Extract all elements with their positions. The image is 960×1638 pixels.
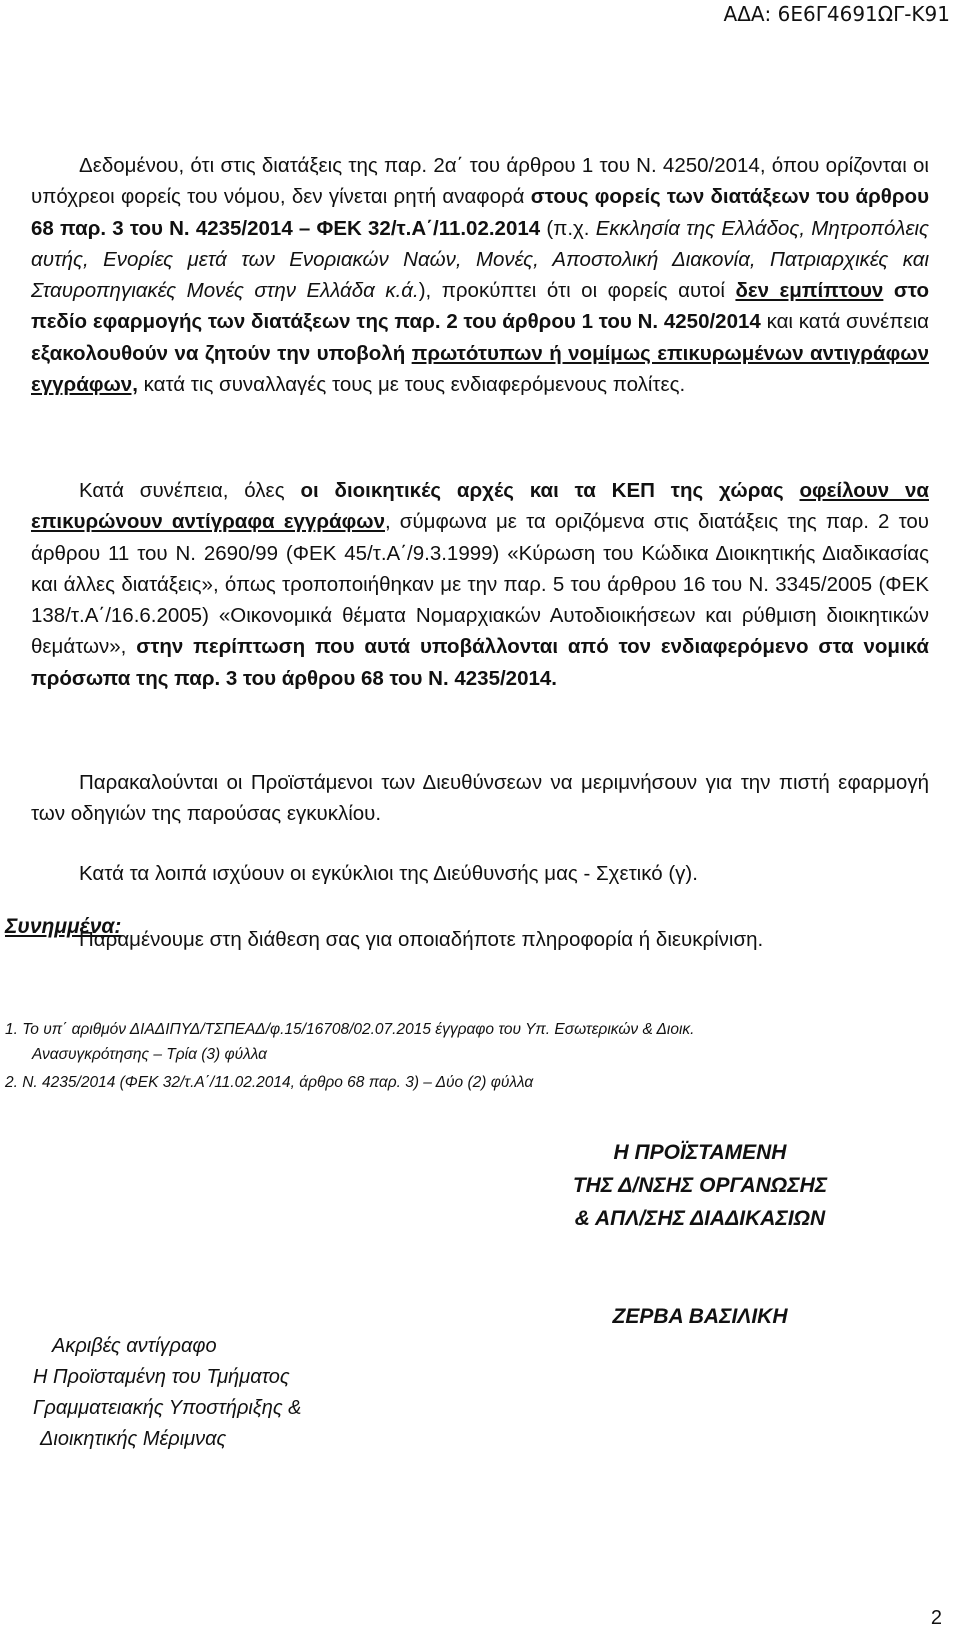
p1-text-5: κατά τις συναλλαγές τους με τους ενδιαφερόμενους πολίτες. bbox=[137, 373, 686, 397]
p2-text-1: Κατά συνέπεια, όλες bbox=[79, 479, 301, 502]
p2-bold-2: στην περίπτωση που αυτά υποβάλλονται από τον ενδιαφερόμενο στα νομικά πρόσωπα της παρ. 3 του άρθρου 68 του Ν. 4235/2014. bbox=[31, 635, 930, 690]
p2-bold-1: οι διοικητικές αρχές και τα ΚΕΠ της χώρας bbox=[300, 479, 800, 502]
attachments-title: Συνημμένα: bbox=[5, 915, 122, 938]
certified-copy-line-2: Η Προϊσταμένη του Τμήματος bbox=[33, 1366, 290, 1388]
p2-bold-underline: οφείλουν να επικυρώνουν αντίγραφα εγγράφων bbox=[31, 479, 929, 534]
p1-text-1: Δεδομένου, ότι στις διατάξεις της παρ. 2α΄ του άρθρου 1 του Ν. 4250/2014, όπου ορίζονται οι υπόχρεοι φορείς του νόμου, δεν γίνεται ρητή αναφορά bbox=[31, 154, 929, 209]
signature-title-2: ΤΗΣ Δ/ΝΣΗΣ ΟΡΓΑΝΩΣΗΣ bbox=[572, 1174, 828, 1197]
certified-copy-line-4: Διοικητικής Μέριμνας bbox=[40, 1428, 227, 1450]
p1-text-4: και κατά συνέπεια bbox=[760, 310, 929, 334]
paragraph-1 bbox=[31, 150, 929, 400]
p3-text: Παρακαλούνται οι Προϊστάμενοι των Διευθύνσεων να μεριμνήσουν για την πιστή εφαρμογή των οδηγιών της παρούσας εγκυκλίου. bbox=[31, 771, 929, 826]
p2-text-2: , σύμφωνα με τα οριζόμενα στις διατάξεις της παρ. 2 του άρθρου 11 του Ν. 2690/99 (ΦΕΚ 45/τ.Α΄/9.3.1999) «Κύρωση του Κώδικα Διοικητικής Διαδικασίας και άλλες διατάξεις», όπως τροποποιήθηκαν με την παρ. 5 του άρθρου 16 του Ν. 3345/2005 (ΦΕΚ 138/τ.Α΄/16.6.2005) «Οικονομικά θέματα Νομαρχιακών Αυτοδιοικήσεων και ρύθμιση διοικητικών θεμάτων», bbox=[31, 510, 929, 659]
page-number: 2 bbox=[930, 1607, 942, 1629]
attachment-2: 2. Ν. 4235/2014 (ΦΕΚ 32/τ.Α΄/11.02.2014, άρθρο 68 παρ. 3) – Δύο (2) φύλλα bbox=[5, 1074, 534, 1091]
paragraph-3 bbox=[31, 767, 929, 830]
paragraph-4: Κατά τα λοιπά ισχύουν οι εγκύκλιοι της Διεύθυνσής μας - Σχετικό (γ). bbox=[79, 862, 698, 885]
attachment-1-line-2: Ανασυγκρότησης – Τρία (3) φύλλα bbox=[32, 1046, 267, 1063]
p1-text-2: (π.χ. bbox=[540, 216, 596, 240]
certified-copy-line-3: Γραμματειακής Υποστήριξης & bbox=[33, 1397, 302, 1419]
p1-bold-3: εξακολουθούν να ζητούν την υποβολή bbox=[31, 341, 412, 365]
signature-name: ΖΕΡΒΑ ΒΑΣΙΛΙΚΗ bbox=[612, 1305, 788, 1328]
paragraph-5: Παραμένουμε στη διάθεση σας για οποιαδήποτε πληροφορία ή διευκρίνιση. bbox=[79, 928, 764, 951]
ada-code: ΑΔΑ: 6Ε6Γ4691ΩΓ-Κ91 bbox=[723, 2, 950, 26]
p1-bold-underline: δεν εμπίπτουν bbox=[735, 279, 884, 303]
attachment-1-line-1: 1. Το υπ΄ αριθμόν ΔΙΑΔΙΠΥΔ/ΤΣΠΕΑΔ/φ.15/16708/02.07.2015 έγγραφο του Υπ. Εσωτερικών & Διοικ. bbox=[5, 1021, 695, 1038]
p1-bold-underline-2: πρωτότυπων ή νομίμως επικυρωμένων αντιγράφων εγγράφων, bbox=[31, 341, 929, 397]
p1-italic-examples: Εκκλησία της Ελλάδος, Μητροπόλεις αυτής, Ενορίες μετά των Ενοριακών Ναών, Μονές, Αποστολική Διακονία, Πατριαρχικές και Σταυροπηγιακές Μονές στην Ελλάδα κ.ά. bbox=[31, 216, 929, 303]
p1-text-3: ), προκύπτει ότι οι φορείς αυτοί bbox=[418, 279, 736, 303]
p1-bold-1: στους φορείς των διατάξεων του άρθρου 68 παρ. 3 του Ν. 4235/2014 – ΦΕΚ 32/τ.Α΄/11.02.2014 bbox=[31, 185, 929, 240]
signature-title-3: & ΑΠΛ/ΣΗΣ ΔΙΑΔΙΚΑΣΙΩΝ bbox=[574, 1207, 826, 1230]
p1-bold-2: στο πεδίο εφαρμογής των διατάξεων της παρ. 2 του άρθρου 1 του Ν. 4250/2014 bbox=[31, 279, 929, 334]
signature-title-1: Η ΠΡΟΪΣΤΑΜΕΝΗ bbox=[613, 1141, 787, 1164]
certified-copy-line-1: Ακριβές αντίγραφο bbox=[52, 1335, 217, 1357]
paragraph-2 bbox=[31, 475, 929, 694]
